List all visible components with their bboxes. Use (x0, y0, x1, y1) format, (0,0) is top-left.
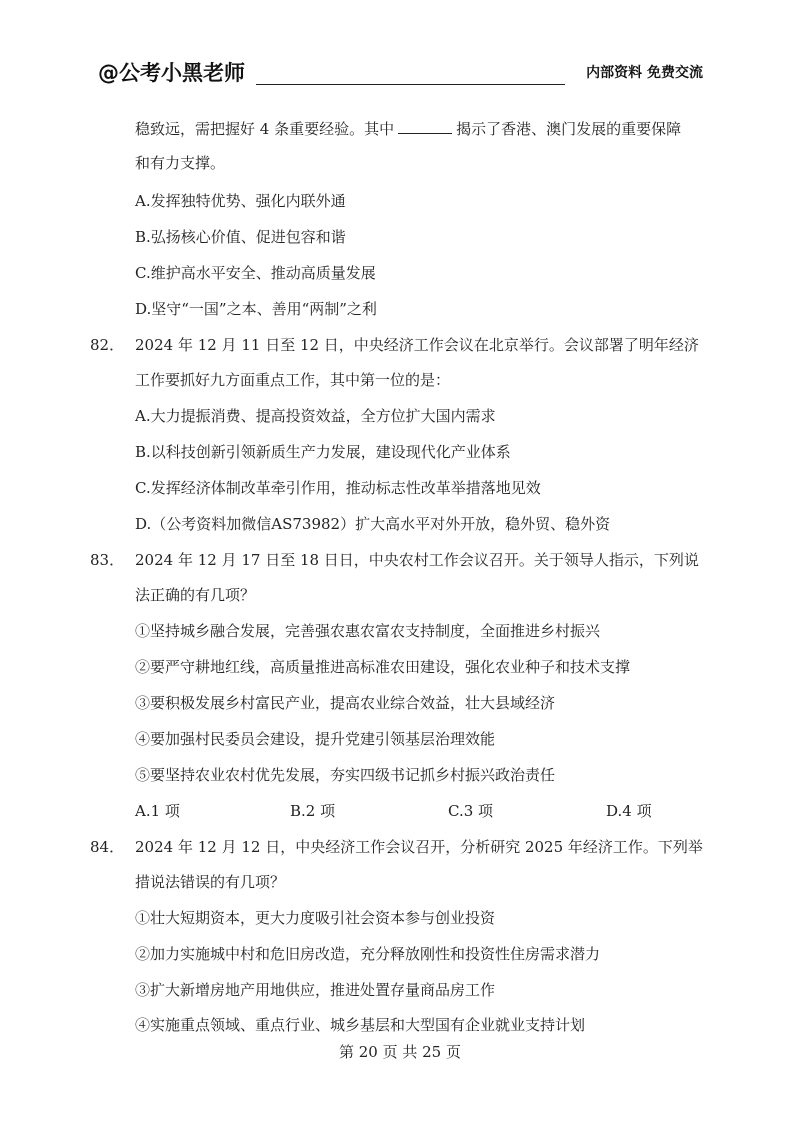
q83-number: 83． (90, 551, 125, 569)
q82-option-b: B.以科技创新引领新质生产力发展，建设现代化产业体系 (135, 443, 511, 461)
q83-stem-line-1: 2024 年 12 月 17 日至 18 日日，中央农村工作会议召开。关于领导人指示，下列说 (135, 551, 699, 569)
page-number: 第 20 页 共 25 页 (338, 1043, 461, 1061)
q81-stem-part-a: 稳致远，需把握好 4 条重要经验。其中 (135, 120, 395, 138)
q81-stem-line-1 (135, 117, 681, 141)
q84-item-3: ③扩大新增房地产用地供应，推进处置存量商品房工作 (135, 981, 496, 999)
page-header (98, 58, 703, 88)
q84-stem-line-2: 措说法错误的有几项？ (135, 873, 286, 891)
q81-stem-line-2: 和有力支撑。 (135, 154, 226, 172)
q82-option-a: A.大力提振消费、提高投资效益，全方位扩大国内需求 (135, 407, 496, 425)
q81-option-c: C.维护高水平安全、推动高质量发展 (135, 264, 376, 282)
q83-item-5: ⑤要坚持农业农村优先发展，夯实四级书记抓乡村振兴政治责任 (135, 766, 556, 784)
header-tag: 内部资料 免费交流 (586, 65, 703, 81)
q84-stem-line-1: 2024 年 12 月 12 日，中央经济工作会议召开，分析研究 2025 年经济工作。下列举 (135, 838, 703, 856)
q82-number: 82． (90, 336, 125, 354)
q82-stem-line-2: 工作要抓好九方面重点工作，其中第一位的是： (135, 371, 451, 389)
brand-title: @公考小黑老师 (98, 61, 245, 85)
q83-choice-a: A.1 项 (135, 802, 180, 820)
q82-stem-line-1: 2024 年 12 月 11 日至 12 日，中央经济工作会议在北京举行。会议部署了明年经济 (135, 336, 699, 354)
q82-option-d: D.（公考资料加微信AS73982）扩大高水平对外开放，稳外贸、稳外资 (135, 515, 611, 533)
q84-item-4: ④实施重点领域、重点行业、城乡基层和大型国有企业就业支持计划 (135, 1016, 586, 1034)
q83-stem-line-2: 法正确的有几项？ (135, 586, 256, 604)
q81-option-b: B.弘扬核心价值、促进包容和谐 (135, 228, 346, 246)
q83-choice-c: C.3 项 (448, 802, 494, 820)
q83-item-2: ②要严守耕地红线，高质量推进高标准农田建设，强化农业种子和技术支撑 (135, 658, 631, 676)
q84-number: 84． (90, 838, 125, 856)
q83-item-3: ③要积极发展乡村富民产业，提高农业综合效益，壮大县域经济 (135, 694, 556, 712)
header-rule (256, 84, 565, 85)
q81-option-a: A.发挥独特优势、强化内联外通 (135, 192, 346, 210)
q84-item-1: ①壮大短期资本，更大力度吸引社会资本参与创业投资 (135, 909, 496, 927)
q81-option-d: D.坚守“一国”之本、善用“两制”之利 (135, 300, 377, 318)
q82-option-c: C.发挥经济体制改革牵引作用，推动标志性改革举措落地见效 (135, 479, 541, 497)
answer-blank (398, 117, 452, 134)
q81-stem-part-b: 揭示了香港、澳门发展的重要保障 (456, 120, 682, 138)
q83-item-1: ①坚持城乡融合发展，完善强农惠农富农支持制度，全面推进乡村振兴 (135, 622, 601, 640)
q83-choice-b: B.2 项 (290, 802, 336, 820)
q84-item-2: ②加力实施城中村和危旧房改造，充分释放刚性和投资性住房需求潜力 (135, 945, 601, 963)
q83-item-4: ④要加强村民委员会建设，提升党建引领基层治理效能 (135, 730, 496, 748)
q83-choice-d: D.4 项 (606, 802, 652, 820)
